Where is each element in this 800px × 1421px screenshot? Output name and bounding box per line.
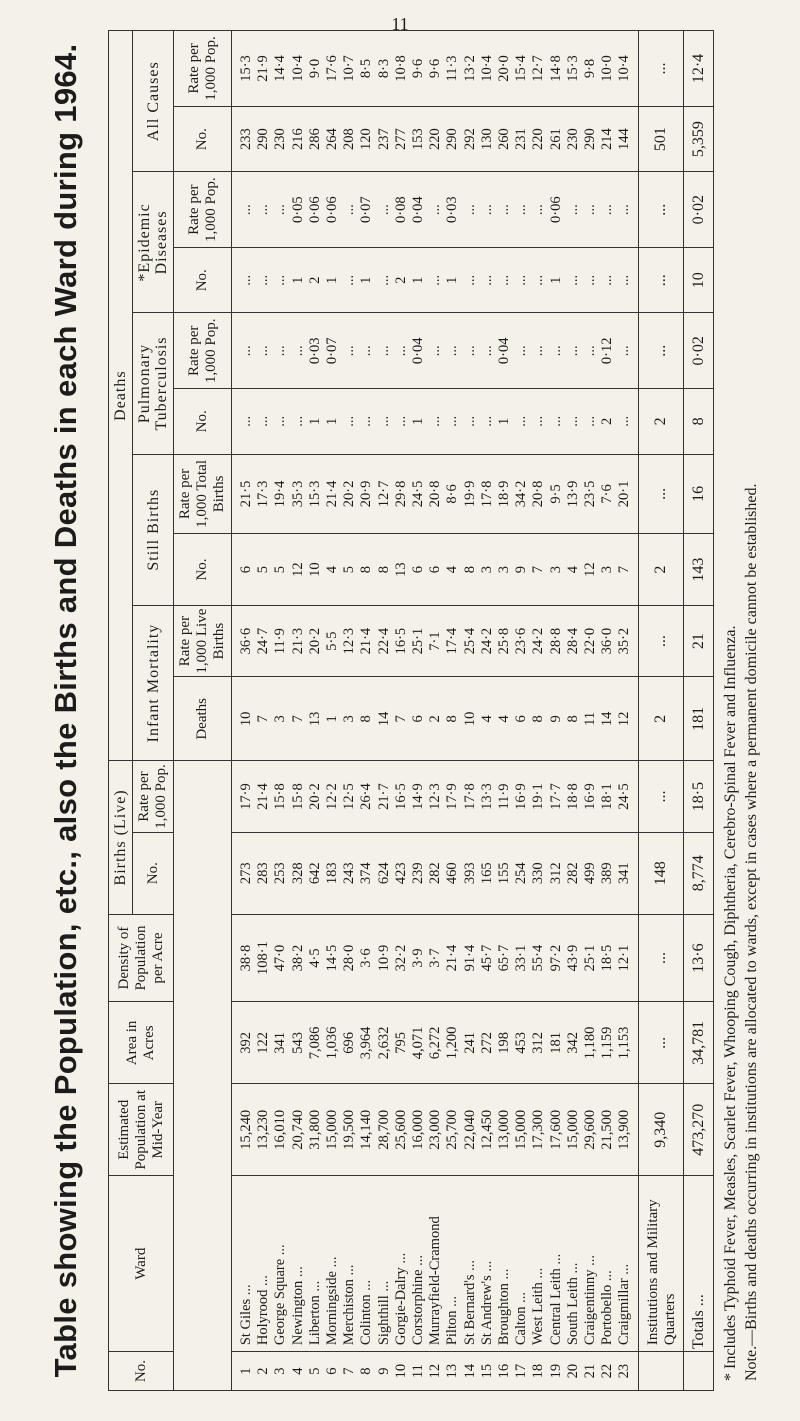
area-column: 392 122 341 543 7,086 1,036 696 3,964 2,632 795 4,071 6,272 1,200 241 272 198 453 312 181 342 1,180 1,159 1,153: [232, 1002, 639, 1084]
totals-ac-rate: 12·4: [683, 31, 713, 107]
totals-ep-rate: 0·02: [683, 172, 713, 248]
table-title: Table showing the Population, etc., also the Births and Deaths in each Ward during 1964.: [48, 43, 83, 1378]
institutions-im-rate: ...: [638, 605, 683, 677]
ward-name-column: St Giles ... Holyrood ... George Square ... Newington ... Liberton ... Morningside ... Merchiston ... Colinton ... Sighthill ... Gorgie-Dalry ... Corstorphine ... Murrayfield-Cramond Pilton ... St Bernard's ... St Andrew's ... Broughton ... Calton ... West Leith ... Central Leith ... South Leith ... Craigentinny ... Portobello ... Craigmillar ...: [232, 1176, 639, 1352]
totals-population: 473,270: [683, 1084, 713, 1176]
institutions-density: ...: [638, 914, 683, 1002]
header-area: Area in Acres: [109, 1002, 174, 1084]
institutions-ep-rate: ...: [638, 172, 683, 248]
births-no-column: 273 283 253 328 642 183 243 374 624 423 239 282 460 393 165 155 254 330 312 282 499 389 341: [232, 832, 639, 914]
header-ward: Ward: [109, 1176, 174, 1352]
totals-births-no: 8,774: [683, 832, 713, 914]
institutions-ac-no: 501: [638, 106, 683, 171]
totals-row: [683, 31, 713, 1391]
page-number: 11: [391, 14, 409, 34]
epidemic-footnote: * Includes Typhoid Fever, Measles, Scarlet Fever, Whooping Cough, Diphtheria, Cerebro-Spinal Fever and Influenza.: [722, 625, 739, 1381]
institutions-row: [638, 31, 683, 1391]
header-ac-no: No.: [174, 106, 232, 171]
header-im-rate: Rate per 1,000 Live Births: [174, 605, 232, 677]
institutions-ep-no: ...: [638, 248, 683, 313]
header-pulmonary-tuberculosis: Pulmonary Tuberculosis: [133, 313, 174, 454]
header-sb-rate: Rate per 1,000 Total Births: [174, 454, 232, 534]
header-infant-mortality: Infant Mortality: [133, 605, 174, 760]
header-ep-rate: Rate per 1,000 Pop.: [174, 172, 232, 248]
institutions-births-no: 148: [638, 832, 683, 914]
totals-sb-no: 143: [683, 534, 713, 606]
header-ac-rate: Rate per 1,000 Pop.: [174, 31, 232, 107]
institutions-population: 9,340: [638, 1084, 683, 1176]
footnotes: [720, 41, 762, 1381]
totals-im-deaths: 181: [683, 677, 713, 761]
header-still-births: Still Births: [133, 454, 174, 605]
header-births-live: Births (Live): [109, 761, 133, 914]
ward-statistics-table: [108, 30, 714, 1391]
header-pt-no: No.: [174, 389, 232, 454]
institutions-births-rate: ...: [638, 761, 683, 833]
totals-pt-rate: 0·02: [683, 313, 713, 389]
im-deaths-column: 10 7 3 7 13 1 3 8 14 7 6 2 8 10 4 4 6 8 9 8 11 14 12: [232, 677, 639, 761]
institutions-ac-rate: ...: [638, 31, 683, 107]
header-epidemic-diseases: *Epidemic Diseases: [133, 172, 174, 313]
institutions-label: Institutions and Military Quarters: [638, 1176, 683, 1352]
header-births-no: No.: [133, 832, 174, 914]
im-rate-column: 36·6 24·7 11·9 21·3 20·2 5·5 12·3 21·4 22·4 16·5 25·1 7·1 17·4 25·4 24·2 25·8 23·6 24·2 28·8 28·4 22·0 36·0 35·2: [232, 605, 639, 677]
births-rate-column: 17·9 21·4 15·8 15·8 20·2 12·2 12·5 26·4 21·7 16·5 14·9 12·3 17·9 17·8 13·3 11·9 16·9 19·1 17·7 18·8 16·9 18·1 24·5: [232, 761, 639, 833]
totals-ep-no: 10: [683, 248, 713, 313]
header-deaths: Deaths: [109, 31, 133, 761]
institutions-area: ...: [638, 1002, 683, 1084]
institutions-im-deaths: 2: [638, 677, 683, 761]
header-all-causes: All Causes: [133, 31, 174, 172]
totals-births-rate: 18·5: [683, 761, 713, 833]
totals-density: 13·6: [683, 914, 713, 1002]
header-population: Estimated Population at Mid-Year: [109, 1084, 174, 1176]
totals-sb-rate: 16: [683, 454, 713, 534]
header-births-rate: Rate per 1,000 Pop.: [133, 761, 174, 833]
header-density: Density of Population per Acre: [109, 914, 174, 1002]
header-im-deaths: Deaths: [174, 677, 232, 761]
institutions-sb-rate: ...: [638, 454, 683, 534]
totals-pt-no: 8: [683, 389, 713, 454]
totals-ac-no: 5,359: [683, 106, 713, 171]
ac-no-column: 233 290 230 216 286 264 208 120 237 277 153 220 290 292 130 260 231 220 261 230 290 214 144: [232, 106, 639, 171]
header-no: No.: [109, 1352, 174, 1391]
pt-rate-column: ... ... ... ... 0·03 0·07 ... ... ... ... 0·04 ... ... ... ... 0·04 ... ... ... ... ... 0·12 ...: [232, 313, 639, 389]
header-pt-rate: Rate per 1,000 Pop.: [174, 313, 232, 389]
header-sb-no: No.: [174, 534, 232, 606]
sb-no-column: 6 5 5 12 10 4 5 8 8 13 6 6 4 8 3 3 9 7 3 4 12 3 7: [232, 534, 639, 606]
institutions-pt-no: 2: [638, 389, 683, 454]
pt-no-column: ... ... ... ... 1 1 ... ... ... ... 1 ... ... ... ... 1 ... ... ... ... ... 2 ...: [232, 389, 639, 454]
density-column: 38·8 108·1 47·0 38·2 4·5 14·5 28·0 3·6 10·9 32·2 3·9 3·7 21·4 91·4 45·7 65·7 33·1 55·4 97·2 43·9 25·1 18·5 12·1: [232, 914, 639, 1002]
ac-rate-column: 15·3 21·9 14·4 10·4 9·0 17·6 10·7 8·5 8·3 10·8 9·6 9·6 11·3 13·2 10·4 20·0 15·4 12·7 14·8 15·3 9·8 10·0 10·4: [232, 31, 639, 107]
ward-rows: [232, 31, 639, 1391]
allocation-note: Note.—Births and deaths occurring in institutions are allocated to wards, except in cases where a permanent domicile cannot be established.: [743, 483, 760, 1381]
totals-label: Totals ...: [683, 1176, 713, 1352]
totals-im-rate: 21: [683, 605, 713, 677]
ep-no-column: ... ... ... 1 2 1 ... 1 ... 2 1 ... 1 ... ... ... ... ... 1 ... ... ... ...: [232, 248, 639, 313]
header-ep-no: No.: [174, 248, 232, 313]
ward-no-column: 1 2 3 4 5 6 7 8 9 10 11 12 13 14 15 16 17 18 19 20 21 22 23: [232, 1352, 639, 1391]
totals-area: 34,781: [683, 1002, 713, 1084]
sb-rate-column: 21·5 17·3 19·4 35·3 15·3 21·4 20·2 20·9 12·7 29·8 24·5 20·8 8·6 19·9 17·8 18·9 34·2 20·8 9·5 13·9 23·5 7·6 20·1: [232, 454, 639, 534]
population-column: 15,240 13,230 16,010 20,740 31,800 15,000 19,500 14,140 28,700 25,600 16,000 23,000 25,700 22,040 12,450 13,000 15,000 17,300 17,600 15,000 29,600 21,500 13,900: [232, 1084, 639, 1176]
institutions-pt-rate: ...: [638, 313, 683, 389]
institutions-sb-no: 2: [638, 534, 683, 606]
ep-rate-column: ... ... ... 0·05 0·06 0·06 ... 0·07 ... 0·08 0·04 ... 0·03 ... ... ... ... ... 0·06 ... ... ... ...: [232, 172, 639, 248]
